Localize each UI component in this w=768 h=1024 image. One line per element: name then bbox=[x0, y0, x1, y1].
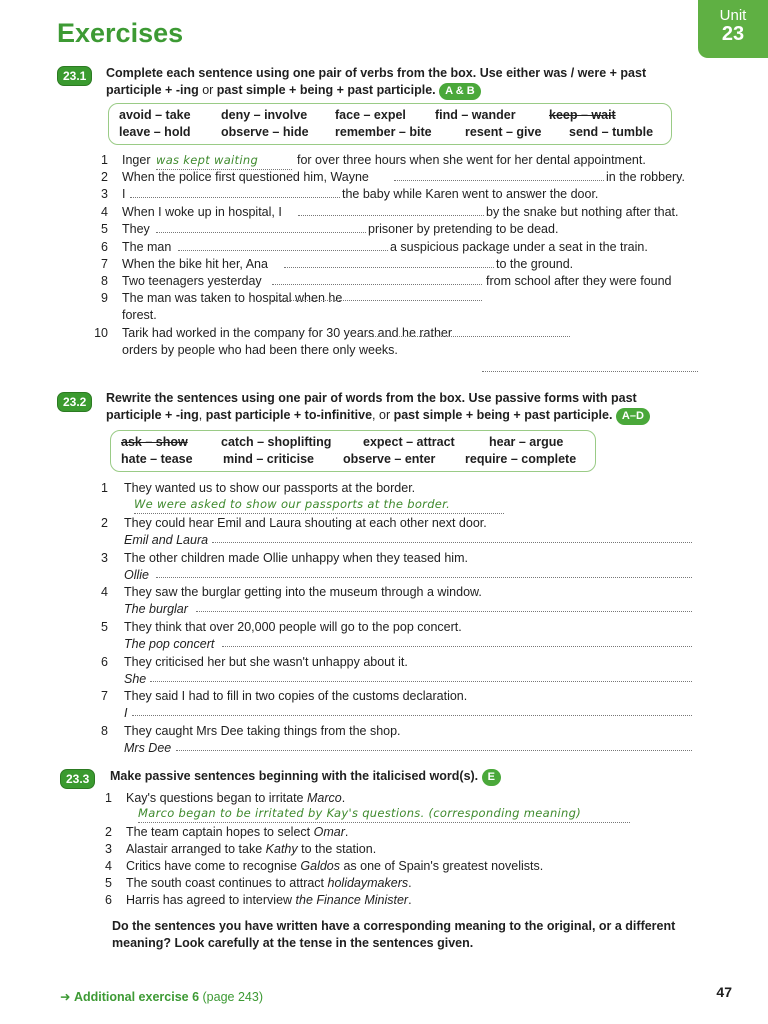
page-number: 47 bbox=[716, 984, 732, 1000]
item-text: . bbox=[344, 825, 349, 839]
section-tag: A & B bbox=[439, 83, 481, 100]
sentence-start: I bbox=[124, 706, 128, 720]
item-text: They think that over 20,000 people will go to the pop concert. bbox=[124, 620, 462, 634]
item-text: The man was taken to hospital when he bbox=[122, 291, 343, 305]
item-text: forest. bbox=[122, 308, 157, 322]
item-number: 5 bbox=[105, 876, 112, 890]
arrow-right-icon: ➜ bbox=[60, 990, 71, 1004]
box-item: observe – hide bbox=[221, 125, 309, 139]
italic-word: the Finance Minister bbox=[295, 893, 409, 907]
item-text: . bbox=[341, 791, 346, 805]
exercise-number-badge: 23.2 bbox=[57, 392, 92, 412]
exercise-number-badge: 23.3 bbox=[60, 769, 95, 789]
exercise-number-badge: 23.1 bbox=[57, 66, 92, 86]
item-text: The other children made Ollie unhappy when they teased him. bbox=[124, 551, 468, 565]
item-number: 3 bbox=[101, 551, 108, 565]
item-number: 4 bbox=[101, 205, 108, 219]
answer-field[interactable] bbox=[394, 179, 604, 181]
instr-bold: participle + -ing bbox=[106, 83, 199, 97]
section-tag: E bbox=[482, 769, 501, 786]
answer-field[interactable] bbox=[156, 152, 292, 170]
instr-bold: was / were + past bbox=[543, 66, 647, 80]
italic-word: Galdos bbox=[300, 859, 340, 873]
instr-bold: past simple + being + past participle. bbox=[393, 408, 613, 422]
box-item: avoid – take bbox=[119, 108, 191, 122]
reflection-question bbox=[112, 918, 722, 952]
item-text: Two teenagers yesterday bbox=[122, 274, 262, 288]
answer-field[interactable] bbox=[298, 214, 484, 216]
box-item: hate – tease bbox=[121, 452, 193, 466]
item-text: prisoner by pretending to be dead. bbox=[368, 222, 559, 236]
unit-number: 23 bbox=[721, 23, 745, 45]
item-number: 3 bbox=[101, 187, 108, 201]
italic-word: Omar bbox=[313, 825, 345, 839]
item-number: 9 bbox=[101, 291, 108, 305]
item-text: . bbox=[408, 876, 412, 890]
instr-text: Complete each sentence using one pair of verbs from the box. Use either bbox=[106, 66, 544, 80]
answer-field[interactable] bbox=[272, 299, 482, 301]
item-text: a suspicious package under a seat in the train. bbox=[390, 240, 648, 254]
answer-field[interactable] bbox=[132, 714, 692, 716]
item-text: for over three hours when she went for her dental appointment. bbox=[297, 153, 646, 167]
item-number: 6 bbox=[105, 893, 112, 907]
sentence-start: She bbox=[124, 672, 147, 686]
item-text: by the snake but nothing after that. bbox=[486, 205, 679, 219]
item-number: 4 bbox=[105, 859, 112, 873]
question-line: Do the sentences you have written have a corresponding meaning to the original, or a different bbox=[112, 919, 676, 933]
item-number: 1 bbox=[101, 153, 108, 167]
answer-field[interactable] bbox=[222, 645, 692, 647]
item-text: They wanted us to show our passports at the border. bbox=[124, 481, 416, 495]
answer-field[interactable] bbox=[156, 576, 692, 578]
item-number: 7 bbox=[101, 689, 108, 703]
sentence-start: The pop concert bbox=[124, 637, 215, 651]
answer-field[interactable] bbox=[156, 231, 366, 233]
page-title: Exercises bbox=[57, 18, 184, 48]
item-number: 2 bbox=[101, 516, 108, 530]
item-text: They saw the burglar getting into the museum through a window. bbox=[124, 585, 482, 599]
exercise-instructions bbox=[110, 768, 670, 786]
item-number: 6 bbox=[101, 655, 108, 669]
page-reference: (page 243) bbox=[202, 990, 263, 1004]
word-box bbox=[110, 430, 596, 472]
italic-word: holidaymakers bbox=[327, 876, 409, 890]
instr-text: , or bbox=[372, 408, 394, 422]
answer-field[interactable] bbox=[272, 283, 482, 285]
item-number: 3 bbox=[105, 842, 112, 856]
instr-bold: Make passive sentences beginning with the italicised word(s). bbox=[110, 769, 479, 783]
item-text: orders by people who had been there only weeks. bbox=[122, 343, 398, 357]
item-text: When I woke up in hospital, I bbox=[122, 205, 282, 219]
item-text: The man bbox=[122, 240, 172, 254]
additional-exercise-link[interactable] bbox=[60, 989, 263, 1004]
item-text: They criticised her but she wasn't unhappy about it. bbox=[124, 655, 408, 669]
box-item: mind – criticise bbox=[223, 452, 315, 466]
answer-field[interactable] bbox=[130, 196, 340, 198]
item-text: They could hear Emil and Laura shouting at each other next door. bbox=[124, 516, 487, 530]
item-text: Harris has agreed to interview bbox=[126, 893, 296, 907]
item-text: I bbox=[122, 187, 126, 201]
unit-label: Unit bbox=[719, 7, 747, 24]
section-tag: A–D bbox=[616, 408, 650, 425]
handwritten-answer: Marco began to be irritated by Kay's questions. (corresponding meaning) bbox=[138, 806, 582, 820]
item-text: The team captain hopes to select bbox=[126, 825, 314, 839]
item-text: the baby while Karen went to answer the door. bbox=[342, 187, 599, 201]
box-item: leave – hold bbox=[119, 125, 191, 139]
item-text: Critics have come to recognise bbox=[126, 859, 301, 873]
item-text: They bbox=[122, 222, 150, 236]
item-number: 5 bbox=[101, 222, 108, 236]
answer-field[interactable] bbox=[176, 749, 692, 751]
item-number: 1 bbox=[101, 481, 108, 495]
box-item: resent – give bbox=[465, 125, 542, 139]
item-number: 7 bbox=[101, 257, 108, 271]
box-item: observe – enter bbox=[343, 452, 436, 466]
handwritten-answer: We were asked to show our passports at the border. bbox=[134, 497, 451, 511]
item-number: 6 bbox=[101, 240, 108, 254]
box-item: expect – attract bbox=[363, 435, 455, 449]
answer-field[interactable] bbox=[284, 266, 494, 268]
answer-field[interactable] bbox=[196, 610, 692, 612]
answer-field[interactable] bbox=[482, 370, 698, 372]
item-text: They caught Mrs Dee taking things from the shop. bbox=[124, 724, 401, 738]
exercise-instructions bbox=[106, 390, 706, 425]
item-text: from school after they were found bbox=[486, 274, 672, 288]
item-number: 4 bbox=[101, 585, 108, 599]
box-item: face – expel bbox=[335, 108, 406, 122]
box-item: require – complete bbox=[465, 452, 577, 466]
handwritten-answer: was kept waiting bbox=[156, 153, 259, 167]
item-number: 8 bbox=[101, 724, 108, 738]
question-line: meaning? Look carefully at the tense in the sentences given. bbox=[112, 936, 474, 950]
item-text: When the bike hit her, Ana bbox=[122, 257, 268, 271]
answer-field[interactable] bbox=[178, 249, 388, 251]
answer-field[interactable] bbox=[212, 541, 692, 543]
item-text: to the ground. bbox=[496, 257, 574, 271]
item-number: 8 bbox=[101, 274, 108, 288]
item-text: Kay's questions began to irritate bbox=[126, 791, 307, 805]
item-number: 5 bbox=[101, 620, 108, 634]
box-item: remember – bite bbox=[335, 125, 432, 139]
item-text: Alastair arranged to take bbox=[126, 842, 266, 856]
answer-field[interactable] bbox=[360, 335, 570, 337]
word-box bbox=[108, 103, 672, 145]
box-item: catch – shoplifting bbox=[221, 435, 332, 449]
italic-word: Kathy bbox=[265, 842, 298, 856]
item-text: When the police first questioned him, Wayne bbox=[122, 170, 369, 184]
instr-text: , bbox=[198, 408, 206, 422]
link-text: Additional exercise 6 bbox=[73, 990, 200, 1004]
box-item-used: ask – show bbox=[121, 435, 188, 449]
box-item-used: keep – wait bbox=[549, 108, 616, 122]
instr-text: or bbox=[198, 83, 217, 97]
item-text: in the robbery. bbox=[606, 170, 685, 184]
sentence-start: Ollie bbox=[124, 568, 150, 582]
item-text: to the station. bbox=[297, 842, 377, 856]
box-item: find – wander bbox=[435, 108, 516, 122]
item-text: Inger bbox=[122, 153, 151, 167]
box-item: hear – argue bbox=[489, 435, 564, 449]
unit-tab bbox=[698, 0, 768, 58]
sentence-start: The burglar bbox=[124, 602, 188, 616]
sentence-start: Mrs Dee bbox=[124, 741, 172, 755]
instr-bold: past participle + to-infinitive bbox=[205, 408, 373, 422]
answer-field[interactable] bbox=[134, 496, 504, 514]
instr-bold: past bbox=[610, 391, 637, 405]
instr-bold: participle + -ing bbox=[106, 408, 199, 422]
item-number: 10 bbox=[94, 326, 108, 340]
answer-field[interactable] bbox=[150, 680, 692, 682]
item-text: They said I had to fill in two copies of the customs declaration. bbox=[124, 689, 468, 703]
sentence-start: Emil and Laura bbox=[124, 533, 209, 547]
answer-field[interactable] bbox=[138, 805, 630, 823]
item-number: 2 bbox=[101, 170, 108, 184]
item-text: Tarik had worked in the company for 30 years and he rather bbox=[122, 326, 453, 340]
box-item: send – tumble bbox=[569, 125, 654, 139]
item-text: . bbox=[408, 893, 412, 907]
exercise-instructions bbox=[106, 65, 706, 100]
item-text: as one of Spain's greatest novelists. bbox=[340, 859, 544, 873]
instr-text: Rewrite the sentences using one pair of words from the box. Use passive forms with bbox=[106, 391, 611, 405]
item-number: 1 bbox=[105, 791, 112, 805]
box-item: deny – involve bbox=[221, 108, 308, 122]
item-text: The south coast continues to attract bbox=[126, 876, 328, 890]
item-number: 2 bbox=[105, 825, 112, 839]
italic-word: Marco bbox=[306, 791, 342, 805]
instr-bold: past simple + being + past participle. bbox=[216, 83, 436, 97]
